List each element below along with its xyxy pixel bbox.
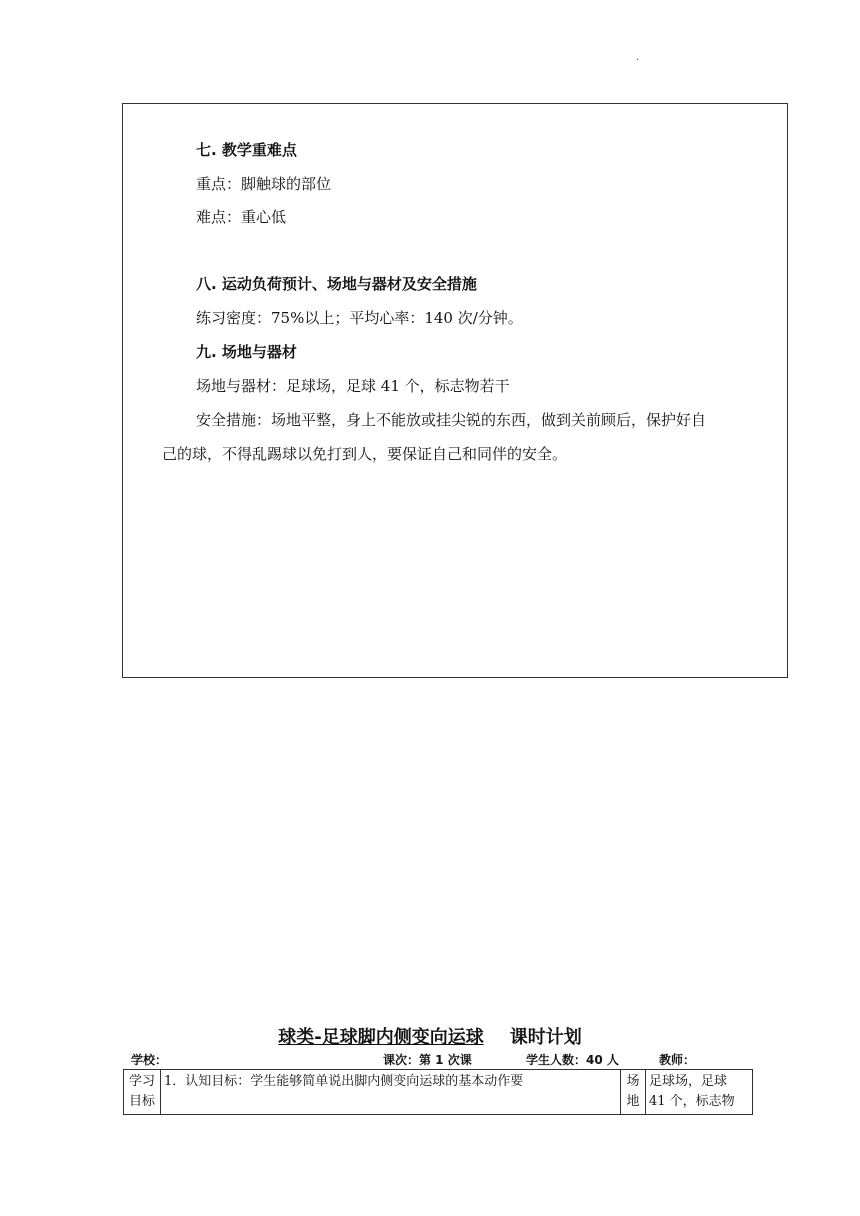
equipment-text: 场地与器材：足球场，足球 41 个，标志物若干 bbox=[196, 377, 510, 395]
table-row bbox=[124, 1070, 753, 1115]
objective-cell: 1．认知目标：学生能够简单说出脚内侧变向运球的基本动作要 bbox=[161, 1070, 621, 1115]
plan-title-suffix: 课时计划 bbox=[509, 1027, 582, 1048]
venue-header-cell bbox=[621, 1070, 646, 1115]
plan-title-main: 球类-足球脚内侧变向运球 bbox=[278, 1027, 484, 1048]
school-label: 学校： bbox=[131, 1053, 168, 1067]
lesson-label: 课次：第 1 次课 bbox=[383, 1053, 472, 1067]
venue-line2: 41 个，标志物 bbox=[649, 1094, 735, 1109]
objective-header-line2: 目标 bbox=[128, 1094, 155, 1109]
section8-heading: 八. 运动负荷预计、场地与器材及安全措施 bbox=[196, 275, 477, 293]
key-point-text: 重点：脚触球的部位 bbox=[196, 175, 332, 193]
objective-header-cell bbox=[124, 1070, 161, 1115]
venue-header-line1: 场 bbox=[626, 1074, 640, 1089]
section9-heading: 九. 场地与器材 bbox=[196, 343, 297, 361]
section7-heading: 七. 教学重难点 bbox=[196, 141, 297, 159]
safety-text-line2: 己的球，不得乱踢球以免打到人，要保证自己和同伴的安全。 bbox=[162, 445, 568, 463]
venue-cell bbox=[646, 1070, 753, 1115]
safety-text-line1: 安全措施：场地平整，身上不能放或挂尖锐的东西，做到关前顾后，保护好自 bbox=[196, 411, 707, 429]
students-label: 学生人数：40 人 bbox=[526, 1053, 619, 1067]
venue-line1: 足球场，足球 bbox=[649, 1074, 728, 1089]
difficulty-text: 难点：重心低 bbox=[196, 208, 287, 226]
objective-header-line1: 学习 bbox=[128, 1074, 155, 1089]
page-mark: . bbox=[636, 52, 640, 63]
plan-title bbox=[0, 1026, 860, 1050]
teacher-label: 教师： bbox=[659, 1053, 696, 1067]
venue-header-line2: 地 bbox=[626, 1094, 640, 1109]
load-text: 练习密度：75%以上；平均心率：140 次/分钟。 bbox=[196, 309, 523, 327]
lesson-plan-table bbox=[123, 1069, 753, 1115]
